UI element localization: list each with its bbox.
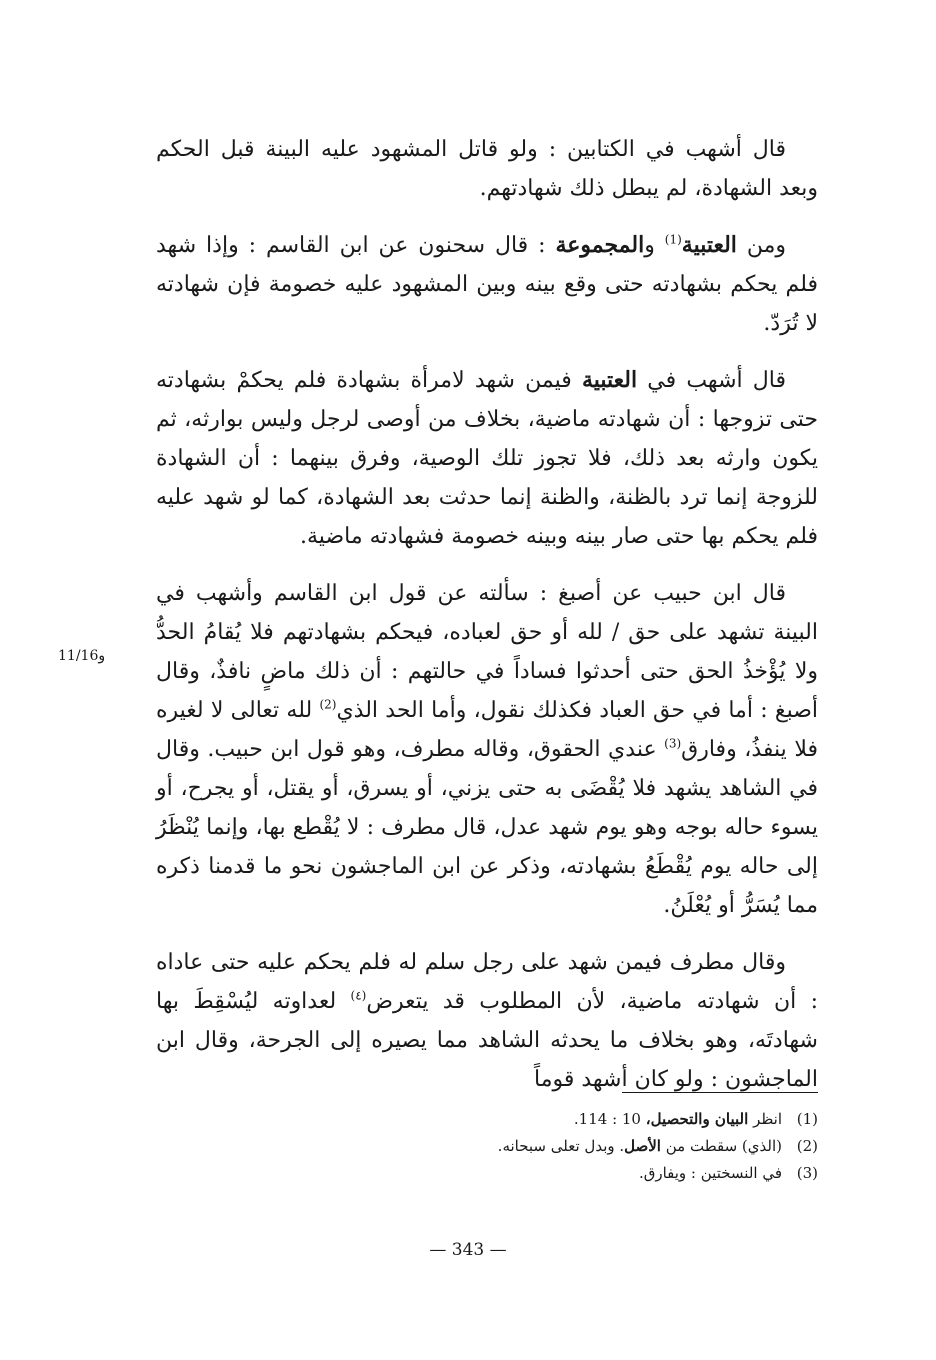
paragraph-text: فيمن شهد لامرأة بشهادة فلم يحكمْ بشهادته حتى تزوجها : أن شهادته ماضية، بخلاف من أوصى لرجل وليس بوارثه، ثم يكون وارثه بعد ذلك، فلا تجوز تلك الوصية، وفرق بينهما : أن الشهادة للزوجة إنما ترد بالظنة، والظنة إنما حدثت بعد الشهادة، كما لو شهد عليه فلم يحكم بها حتى صار بينه وبينه خصومة فشهادته ماضية. xyxy=(156,368,818,549)
paragraph-text: قال أشهب في xyxy=(637,368,787,393)
source-title-majmua: المجموعة xyxy=(555,232,645,258)
paragraph-2 xyxy=(156,226,818,343)
footnote-text-part: 10 : 114. xyxy=(573,1110,646,1128)
footnote-ref-2[interactable]: (2) xyxy=(319,697,337,712)
footnote-text xyxy=(574,1106,782,1133)
paragraph-5 xyxy=(156,943,818,1099)
footnote-ref-4[interactable]: (٤) xyxy=(350,988,367,1003)
paragraph-text: ومن xyxy=(736,233,786,258)
paragraph-text: و xyxy=(644,233,665,258)
footnote-text-part: . وبدل تعلى سبحانه. xyxy=(497,1137,625,1155)
footnote-1 xyxy=(400,1106,818,1133)
footnote-ref-3[interactable]: (3) xyxy=(664,736,682,751)
footnote-separator xyxy=(622,1092,818,1093)
footnote-text-part: انظر xyxy=(748,1110,782,1128)
paragraph-text: لعداوته ليُسْقِطَ بها شهادتَه، وهو بخلاف ما يحدثه الشاهد مما يصيره إلى الجرحة، وقال ابن الماجشون : ولو كان أشهد قوماً xyxy=(156,989,818,1092)
paragraph-text: قال أشهب في الكتابين : ولو قاتل المشهود عليه البينة قبل الحكم وبعد الشهادة، لم يبطل ذلك شهادتهم. xyxy=(156,137,818,201)
footnote-number: (3) xyxy=(796,1164,818,1182)
paragraph-text: وقال مطرف فيمن شهد على رجل سلم له فلم يحكم عليه حتى عاداه : أن شهادته ماضية، لأن المطلوب قد يتعرض xyxy=(156,950,818,1014)
paragraph-text: : قال سحنون عن ابن القاسم : وإذا شهد فلم يحكم بشهادته حتى وقع بينه وبين المشهود عليه خصومة فإن شهادته لا تُرَدّ. xyxy=(156,233,818,336)
paragraph-4 xyxy=(156,574,818,925)
footnote-text xyxy=(639,1160,782,1187)
footnote-number: (1) xyxy=(796,1110,818,1128)
source-title-utbiyya: العتبية xyxy=(681,232,737,258)
manuscript-folio-marker: 11/16و xyxy=(58,648,106,664)
footnote-source-title: الأصل xyxy=(624,1137,661,1155)
footnote-ref-1[interactable]: (1) xyxy=(664,232,682,247)
paragraph-3 xyxy=(156,361,818,556)
footnote-text-part: (الذي) سقطت من xyxy=(660,1137,782,1155)
footnote-3 xyxy=(400,1160,818,1187)
footnotes xyxy=(400,1106,818,1187)
main-text xyxy=(156,130,818,1117)
footnote-text xyxy=(498,1133,782,1160)
footnote-text-part: في النسختين : ويفارق. xyxy=(638,1164,782,1182)
source-title-utbiyya: العتبية xyxy=(581,367,638,393)
page-number: — 343 — xyxy=(429,1240,507,1260)
paragraph-text: عندي الحقوق، وقاله مطرف، وهو قول ابن حبيب. وقال في الشاهد يشهد فلا يُقْضَى به حتى يزني، أو يسرق، أو يقتل، أو يجرح، أو يسوء حاله بوجه وهو يوم شهد عدل، قال مطرف : لا يُقْطع بها، وإنما يُنْظَرُ إلى حاله يوم يُقْطَعُ بشهادته، وذكر عن ابن الماجشون نحو ما قدمنا ذكره مما يُسَرُّ أو يُعْلَنُ. xyxy=(156,737,818,918)
footnote-number: (2) xyxy=(796,1137,818,1155)
paragraph-1 xyxy=(156,130,818,208)
footnote-2 xyxy=(400,1133,818,1160)
paragraph-text: لله تعالى لا لغيره فلا ينفذُ، وفارق xyxy=(156,698,818,762)
paragraph-text: قال ابن حبيب عن أصبغ : سألته عن قول ابن القاسم وأشهب في البينة تشهد على حق / لله أو حق لعباده، فيحكم بشهادتهم فلا يُقامُ الحدُّ ولا يُؤْخذُ الحق حتى أحدثوا فساداً في حالتهم : أن ذلك ماضٍ نافذٌ، وقال أصبغ : أما في حق العباد فكذلك نقول، وأما الحد الذي xyxy=(156,581,819,723)
footnote-source-title: البيان والتحصيل، xyxy=(645,1110,749,1128)
